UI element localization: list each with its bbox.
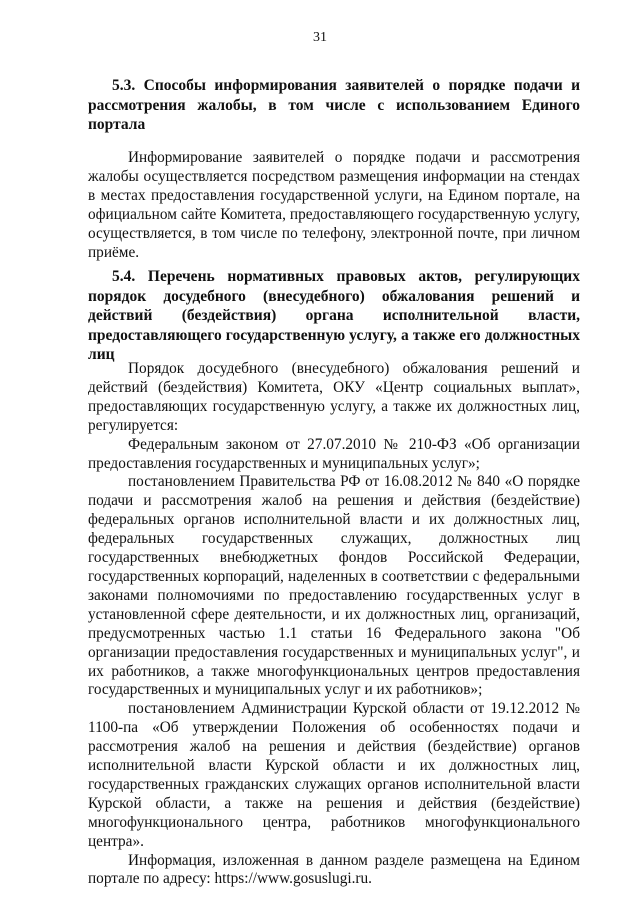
appeal-procedure-paragraph: Порядок досудебного (внесудебного) обжалования решений и действий (бездействия) Комитета, ОКУ «Центр социальных выплат», предоставляющих государственную услугу, а также их должностных лиц, регулируется: [88,360,580,434]
section-5-3 [88,76,580,135]
government-decree-paragraph: постановлением Правительства РФ от 16.08.2012 № 840 «О порядке подачи и рассмотрения жалоб на решения и действия (бездействие) федеральных органов исполнительной власти и их должностных лиц, федеральных государственных служащих, должностных лиц государственных внебюджетных фондов Российской Федерации, государственных корпораций, наделенных в соответствии с федеральными законами полномочиями по предоставлению государственных услуг в установленной сфере деятельности, и их должностных лиц, организаций, предусмотренных частью 1.1 статьи 16 Федерального закона "Об организации предоставления государственных и муниципальных услуг", и их работников, а также многофункциональных центров предоставления государственных и муниципальных услуг и их работников»; [88,473,580,699]
federal-law-paragraph: Федеральным законом от 27.07.2010 № 210-ФЗ «Об организации предоставления государственных и муниципальных услуг»; [88,435,580,472]
informing-paragraph: Информирование заявителей о порядке подачи и рассмотрения жалобы осуществляется посредством размещения информации на стендах в местах предоставления государственной услуги, на Едином портале, на официальном сайте Комитета, предоставляющего государственную услугу, осуществляется, в том числе по телефону, электронной почте, при личном приёме. [88,149,580,261]
section-5-4-body [88,360,580,889]
portal-info-paragraph: Информация, изложенная в данном разделе размещена на Едином портале по адресу: https://www.gosuslugi.ru. [88,851,580,888]
regional-decree-paragraph: постановлением Администрации Курской области от 19.12.2012 № 1100-па «Об утверждении Положения об особенностях подачи и рассмотрения жалоб на решения и действия (бездействие) органов исполнительной власти Курской области и их должностных лиц, государственных гражданских служащих органов исполнительной власти Курской области, а также на решения и действия (бездействие) многофункционального центра, работников многофункционального центра». [88,700,580,850]
page-number: 31 [313,30,327,45]
section-heading-5-4: 5.4. Перечень нормативных правовых актов, регулирующих порядок досудебного (внесудебного) обжалования решений и действий (бездействия) органа исполнительной власти, предоставляющего государственную услугу, а также его должностных лиц [88,268,580,363]
section-5-3-body [88,149,580,262]
section-heading-5-3: 5.3. Способы информирования заявителей о порядке подачи и рассмотрения жалобы, в том числе с использованием Единого портала [88,77,580,133]
section-5-4 [88,267,580,365]
